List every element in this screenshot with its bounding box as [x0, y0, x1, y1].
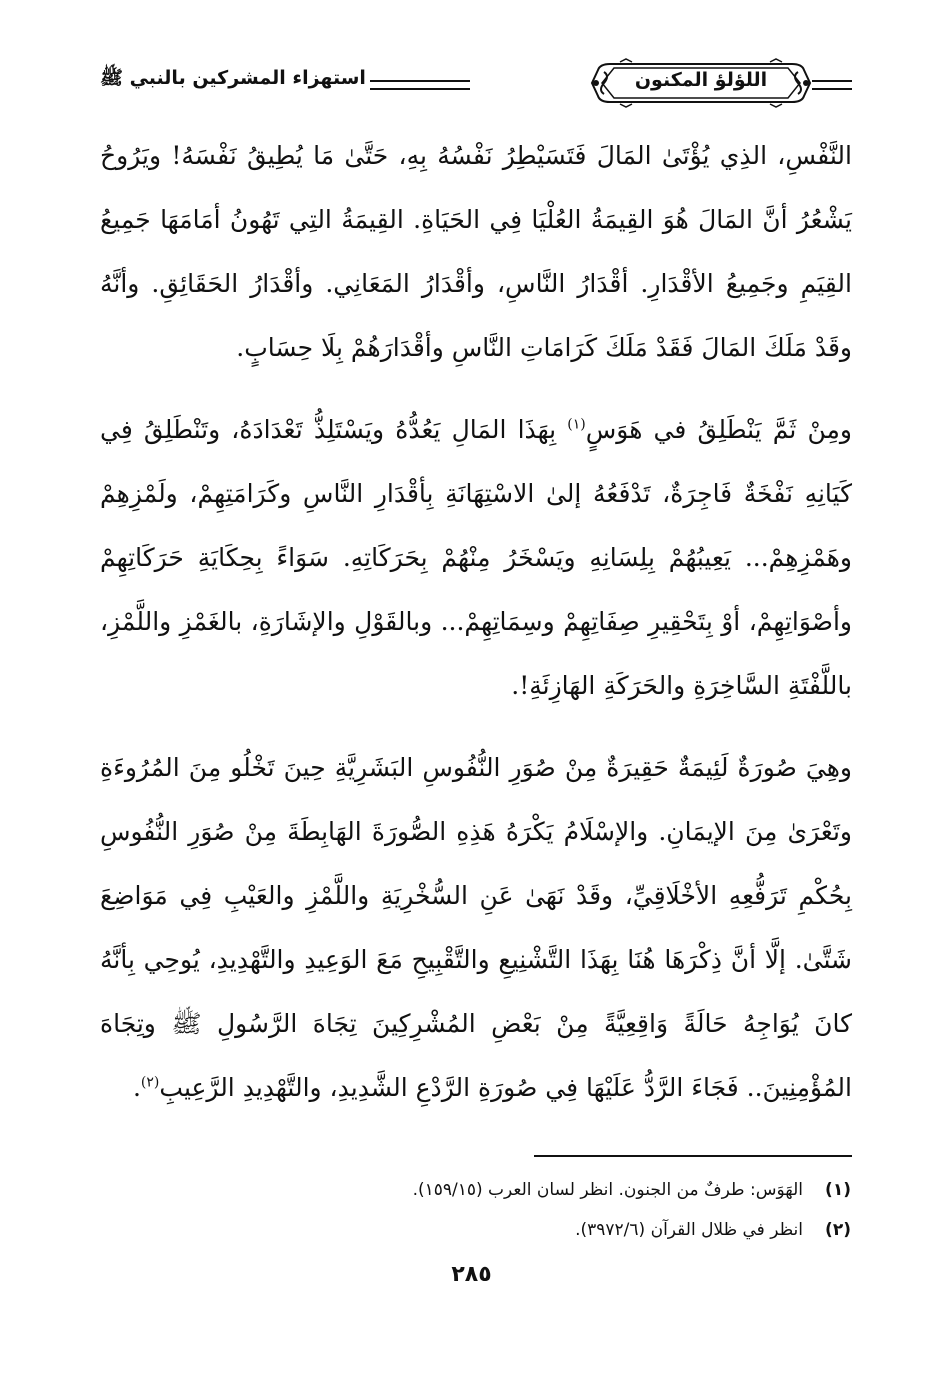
- footnote-1-text: الهَوَس: طرفٌ من الجنون. انظر لسان العرب (١٥٩/١٥).: [412, 1180, 803, 1200]
- paragraph-2-rest: بِهَذَا المَالِ يَعُدُّهُ ويَسْتَلِذُّ تَعْدَادَهُ، وتَنْطَلِقُ فِي كَيَانِهِ نَفْخَةٌ فَاجِرَةٌ، تَدْفَعُهُ إلىٰ الاسْتِهَانَةِ بِأقْدَارِ النَّاسِ وكَرَامَتِهِمْ، ولَمْزِهِمْ وهَمْزِهِمْ... يَعِيبُهُمْ بِلِسَانِهِ ويَسْخَرُ مِنْهُمْ بِحَرَكَاتِهِ. سَوَاءً بِحِكَايَةِ حَرَكَاتِهِمْ وأصْوَاتِهِمْ، أوْ بِتَحْقِيرِ صِفَاتِهِمْ وسِمَاتِهِمْ... وبالقَوْلِ والإشَارَةِ، بالغَمْزِ واللَّمْزِ، باللَّفْتَةِ السَّاخِرَةِ والحَرَكَةِ الهَازِئَةِ!.: [100, 415, 852, 700]
- paragraph-3-text: وهِيَ صُورَةٌ لَئِيمَةٌ حَقِيرَةٌ مِنْ صُوَرِ النُّفُوسِ البَشَرِيَّةِ حِينَ تَخْلُو مِنَ المُرُوءَةِ وتَعْرَىٰ مِنَ الإيمَانِ. والإسْلَامُ يَكْرَهُ هَذِهِ الصُّورَةَ الهَابِطَةَ مِنْ صُوَرِ النُّفُوسِ بِحُكْمِ تَرَفُّعِهِ الأخْلَاقِيِّ، وقَدْ نَهَىٰ عَنِ السُّخْرِيَةِ واللَّمْزِ والعَيْبِ فِي مَوَاضِعَ شَتَّىٰ. إلَّا أنَّ ذِكْرَهَا هُنَا بِهَذَا التَّشْنِيعِ والتَّقْبِيحِ مَعَ الوَعِيدِ والتَّهْدِيدِ، يُوحِي بِأنَّهُ كانَ يُوَاجِهُ حَالَةً وَاقِعِيَّةً مِنْ بَعْضِ المُشْرِكِينَ تِجَاهَ الرَّسُولِ ﷺ وتِجَاهَ المُؤْمِنِينَ.. فَجَاءَ الرَّدُّ عَلَيْهَا فِي صُورَةِ الرَّدْعِ الشَّدِيدِ، والتَّهْدِيدِ الرَّعِيبِ: [100, 753, 852, 1102]
- body-text: [100, 124, 852, 1138]
- paragraph-2-start: ومِنْ ثَمَّ يَنْطَلِقُ في هَوَسٍ: [585, 415, 852, 444]
- book-title: اللؤلؤ المكنون: [634, 69, 768, 91]
- paragraph-2: [100, 398, 852, 718]
- paragraph-3: [100, 736, 852, 1120]
- footnote-divider: [534, 1155, 852, 1157]
- paragraph-1: النَّفْسِ، الذِي يُؤْتَىٰ المَالَ فَتَسَيْطِرُ نَفْسُهُ بِهِ، حَتَّىٰ مَا يُطِيقُ نَفْسَهُ! ويَرُوحُ يَشْعُرُ أنَّ المَالَ هُوَ القِيمَةُ العُلْيَا فِي الحَيَاةِ. القِيمَةُ التِي تَهُونُ أمَامَهَا جَمِيعُ القِيَمِ وجَمِيعُ الأقْدَارِ. أقْدَارُ النَّاسِ، وأقْدَارُ المَعَانِي. وأقْدَارُ الحَقَائِقِ. وأنَّهُ وقَدْ مَلَكَ المَالَ فَقَدْ مَلَكَ كَرَامَاتِ النَّاسِ وأقْدَارَهُمْ بِلَا حِسَابٍ.: [100, 141, 852, 362]
- footnote-2-number: (٢): [825, 1220, 851, 1240]
- footnote-mark-2[interactable]: (٢): [140, 1074, 160, 1091]
- paragraph-3-end: .: [132, 1073, 141, 1102]
- footnote-1: [151, 1170, 851, 1210]
- running-header: [100, 52, 852, 112]
- footnote-2: [151, 1210, 851, 1250]
- footnotes: [151, 1170, 851, 1250]
- footnote-mark-1[interactable]: (١): [567, 416, 586, 433]
- footnote-1-number: (١): [825, 1180, 851, 1200]
- header-rule-right: [812, 80, 852, 90]
- page-number: ٢٨٥: [451, 1262, 492, 1287]
- chapter-title: استهزاء المشركين بالنبي ﷺ: [100, 67, 366, 89]
- book-title-ornament: [590, 58, 812, 108]
- footnote-2-text: انظر في ظلال القرآن (٣٩٧٢/٦).: [575, 1220, 803, 1240]
